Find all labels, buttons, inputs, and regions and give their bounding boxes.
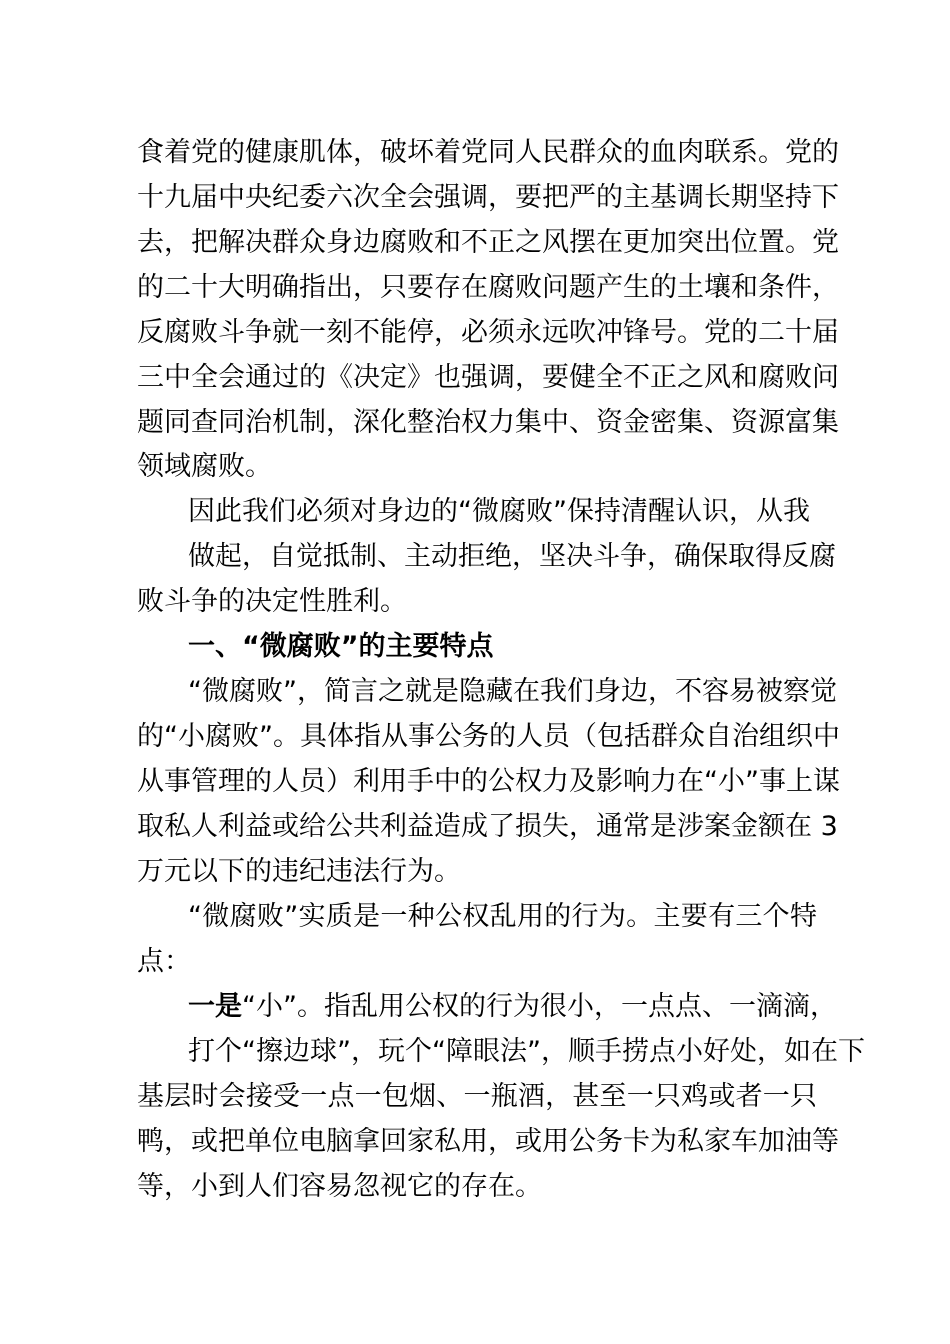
paragraph-line: 做起，自觉抵制、主动拒绝，坚决斗争，确保取得反腐 — [188, 541, 836, 572]
paragraph-line: 反腐败斗争就一刻不能停，必须永远吹冲锋号。党的二十届 — [137, 317, 839, 348]
paragraph-line: 万元以下的违纪违法行为。 — [137, 856, 461, 887]
paragraph-text: “小”。指乱用公权的行为很小，一点点、一滴滴， — [242, 991, 837, 1022]
paragraph-line: 鸭，或把单位电脑拿回家私用，或用公务卡为私家车加油等 — [137, 1126, 839, 1157]
paragraph-line: 三中全会通过的《决定》也强调，要健全不正之风和腐败问 — [137, 362, 839, 393]
paragraph-line: 等，小到人们容易忽视它的存在。 — [137, 1171, 542, 1202]
paragraph-line: 取私人利益或给公共利益造成了损失，通常是涉案金额在 3 — [137, 811, 838, 842]
paragraph-line: 因此我们必须对身边的“微腐败”保持清醒认识，从我 — [188, 496, 810, 527]
paragraph-line: 打个“擦边球”，玩个“障眼法”，顺手捞点小好处，如在下 — [188, 1036, 865, 1067]
paragraph-line: 题同查同治机制，深化整治权力集中、资金密集、资源富集 — [137, 407, 839, 438]
paragraph-line: 从事管理的人员）利用手中的公权力及影响力在“小”事上谋 — [137, 766, 840, 797]
paragraph-line: 的“小腐败”。具体指从事公务的人员（包括群众自治组织中 — [137, 721, 840, 752]
paragraph-line: “微腐败”实质是一种公权乱用的行为。主要有三个特 — [188, 901, 817, 932]
section-heading: 一、“微腐败”的主要特点 — [188, 631, 494, 662]
paragraph-line — [188, 985, 837, 1029]
paragraph-line: 十九届中央纪委六次全会强调，要把严的主基调长期坚持下 — [137, 182, 839, 213]
paragraph-line: 去，把解决群众身边腐败和不正之风摆在更加突出位置。党 — [137, 227, 839, 258]
paragraph-line: 基层时会接受一点一包烟、一瓶酒，甚至一只鸡或者一只 — [137, 1081, 817, 1112]
paragraph-line: 的二十大明确指出，只要存在腐败问题产生的土壤和条件， — [137, 272, 839, 303]
paragraph-line: 食着党的健康肌体，破坏着党同人民群众的血肉联系。党的 — [137, 137, 839, 168]
emphasis-label: 一是 — [188, 991, 242, 1022]
paragraph-line: 败斗争的决定性胜利。 — [137, 586, 407, 617]
paragraph-line: 领域腐败。 — [137, 451, 272, 482]
paragraph-line: 点： — [137, 946, 191, 977]
paragraph-line: “微腐败”，简言之就是隐藏在我们身边，不容易被察觉 — [188, 676, 837, 707]
